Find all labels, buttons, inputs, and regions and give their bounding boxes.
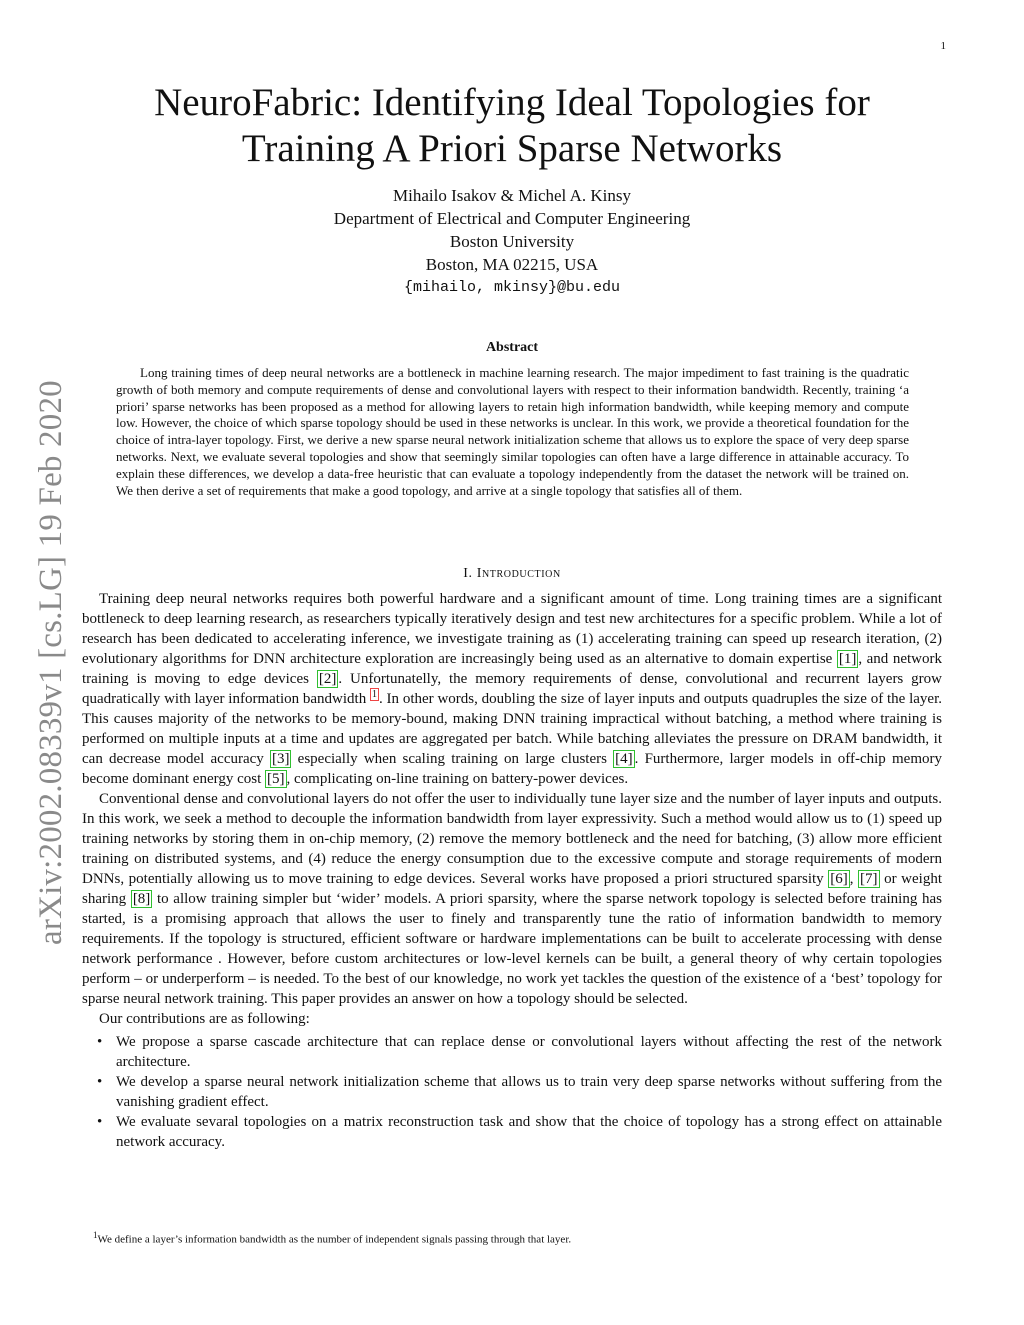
text-run: , and network training is moving to edge devices: [82, 651, 942, 687]
citation-link[interactable]: [6]: [830, 871, 848, 887]
introduction-body: [82, 589, 942, 1152]
citation-link[interactable]: [2]: [318, 671, 337, 687]
citation-link[interactable]: [1]: [838, 651, 857, 667]
abstract-text: Long training times of deep neural networks are a bottleneck in machine learning research. The major impediment to fast training is the quadratic growth of both memory and compute requirements of dense and convolutional layers with respect to their information bandwidth. Recently, training ‘a priori’ sparse networks has been proposed as a method for allowing layers to retain high information bandwidth, while keeping memory and compute low. However, the choice of which sparse topology should be used in these networks is unclear. In this work, we provide a theoretical foundation for the choice of intra-layer topology. First, we derive a new sparse neural network initialization scheme that allows us to explore the space of very deep sparse networks. Next, we evaluate several topologies and show that seemingly similar topologies can often have a large difference in attainable accuracy. To explain these differences, we develop a data-free heuristic that can evaluate a topology independently from the dataset the network will be trained on. We then derive a set of requirements that make a good topology, and arrive at a single topology that satisfies all of them.: [116, 365, 909, 498]
text-run: to allow training simpler but ‘wider’ models. A priori sparsity, where the sparse network topology is selected before training has started, is a promising approach that allows the user to finely and transparently tune the ratio of information bandwidth to memory requirements. If the topology is structured, efficient software or hardware implementations can be built to accelerate processing with dense network performance . However, before custom architectures or low-level kernels can be built, a general theory of why certain topologies perform – or underperform – is needed. To the best of our knowledge, no work yet tackles the question of the existence of a ‘best’ topology for sparse neural network training. This paper provides an answer on how a topology should be selected.: [82, 891, 942, 1007]
bullet-icon: •: [97, 1114, 103, 1130]
section-heading: [82, 566, 942, 582]
author-block: [82, 184, 942, 299]
text-run: Training deep neural networks requires both powerful hardware and a significant amount of time. Long training times are a significant bottleneck to deep learning research, as researchers typically iteratively design and test new architectures for a specific problem. While a lot of research has been dedicated to accelerating inference, we investigate training as (1) accelerating training can speed up research iteration, (2) evolutionary algorithms for DNN architecture exploration are increasingly being used as an alternative to domain expertise: [82, 591, 942, 667]
list-item-text: We evaluate sevaral topologies on a matrix reconstruction task and show that the choice of topology has a strong effect on attainable network accuracy.: [116, 1114, 942, 1150]
footnote-mark: 1: [93, 1230, 98, 1240]
text-run: or weight sharing: [82, 871, 943, 907]
text-run: . Unfortunatelly, the memory requirements of dense, convolutional and recurrent layers grow quadratically with layer information bandwidth: [82, 671, 942, 707]
bullet-icon: •: [97, 1034, 103, 1050]
text-run: Conventional dense and convolutional layers do not offer the user to individually tune layer size and the number of layer inputs and outputs. In this work, we seek a method to decouple the information bandwidth from layer expressivity. Such a method would allow us to (1) speed up training networks by storing them in on-chip memory, (2) remove the memory bottleneck and the need for batching, (3) allow more efficient training on distributed systems, and (4) reduce the energy consumption due to the excessive compute and storage requirements of modern DNNs, potentially allowing us to move training to edge devices. Several works have proposed a priori structured sparsity: [82, 791, 942, 887]
list-item-text: We propose a sparse cascade architecture that can replace dense or convolutional layers without affecting the rest of the network architecture.: [116, 1034, 942, 1070]
title-line-1: NeuroFabric: Identifying Ideal Topologies for: [154, 81, 870, 124]
text-run: . In other words, doubling the size of layer inputs and outputs quadruples the size of the layer. This causes majority of the networks to be memory-bound, making DNN training impractical without batching, a method where training is performed on multiple inputs at a time and updates are aggregated per batch. While batching alleviates the pressure on DRAM bandwidth, it can decrease model accuracy: [82, 691, 942, 767]
author-address: Boston, MA 02215, USA: [425, 255, 599, 274]
contributions-list: [82, 1032, 942, 1152]
section-number: I.: [463, 566, 473, 581]
author-email: {mihailo, mkinsy}@bu.edu: [403, 279, 621, 296]
arxiv-stamp: arXiv:2002.08339v1 [cs.LG] 19 Feb 2020: [33, 380, 69, 945]
intro-paragraph-1: [82, 589, 942, 789]
citation-link[interactable]: [5]: [267, 771, 285, 787]
list-item-text: We develop a sparse neural network initialization scheme that allows us to train very deep sparse networks without suffering from the vanishing gradient effect.: [116, 1074, 942, 1110]
text-run: . Furthermore, larger models in off-chip memory become dominant energy cost: [82, 751, 942, 787]
list-item: [97, 1032, 942, 1072]
bullet-icon: •: [97, 1074, 103, 1090]
footnote-link[interactable]: 1: [372, 689, 378, 700]
footnote: [93, 1230, 953, 1246]
paper-title: [82, 80, 942, 172]
footnote-text: We define a layer’s information bandwidth as the number of independent signals passing through that layer.: [97, 1233, 572, 1246]
citation-link[interactable]: [8]: [132, 891, 151, 907]
author-university: Boston University: [449, 232, 575, 251]
intro-paragraph-3: Our contributions are as following:: [99, 1011, 310, 1027]
text-run: especially when scaling training on large clusters: [291, 751, 614, 767]
title-line-2: Training A Priori Sparse Networks: [241, 127, 783, 170]
author-names: Mihailo Isakov & Michel A. Kinsy: [393, 186, 631, 205]
citation-link[interactable]: [4]: [615, 751, 633, 767]
list-item: [97, 1112, 942, 1152]
author-department: Department of Electrical and Computer Engineering: [333, 209, 691, 228]
text-run: , complicating on-line training on battery-power devices.: [286, 771, 629, 787]
text-run: ,: [849, 871, 859, 887]
section-title: Introduction: [476, 566, 561, 581]
page-number: 1: [940, 40, 946, 52]
citation-link[interactable]: [3]: [271, 751, 290, 767]
citation-link[interactable]: [7]: [860, 871, 878, 887]
list-item: [97, 1072, 942, 1112]
intro-paragraph-2: [82, 789, 942, 1009]
abstract-heading: Abstract: [485, 340, 539, 355]
